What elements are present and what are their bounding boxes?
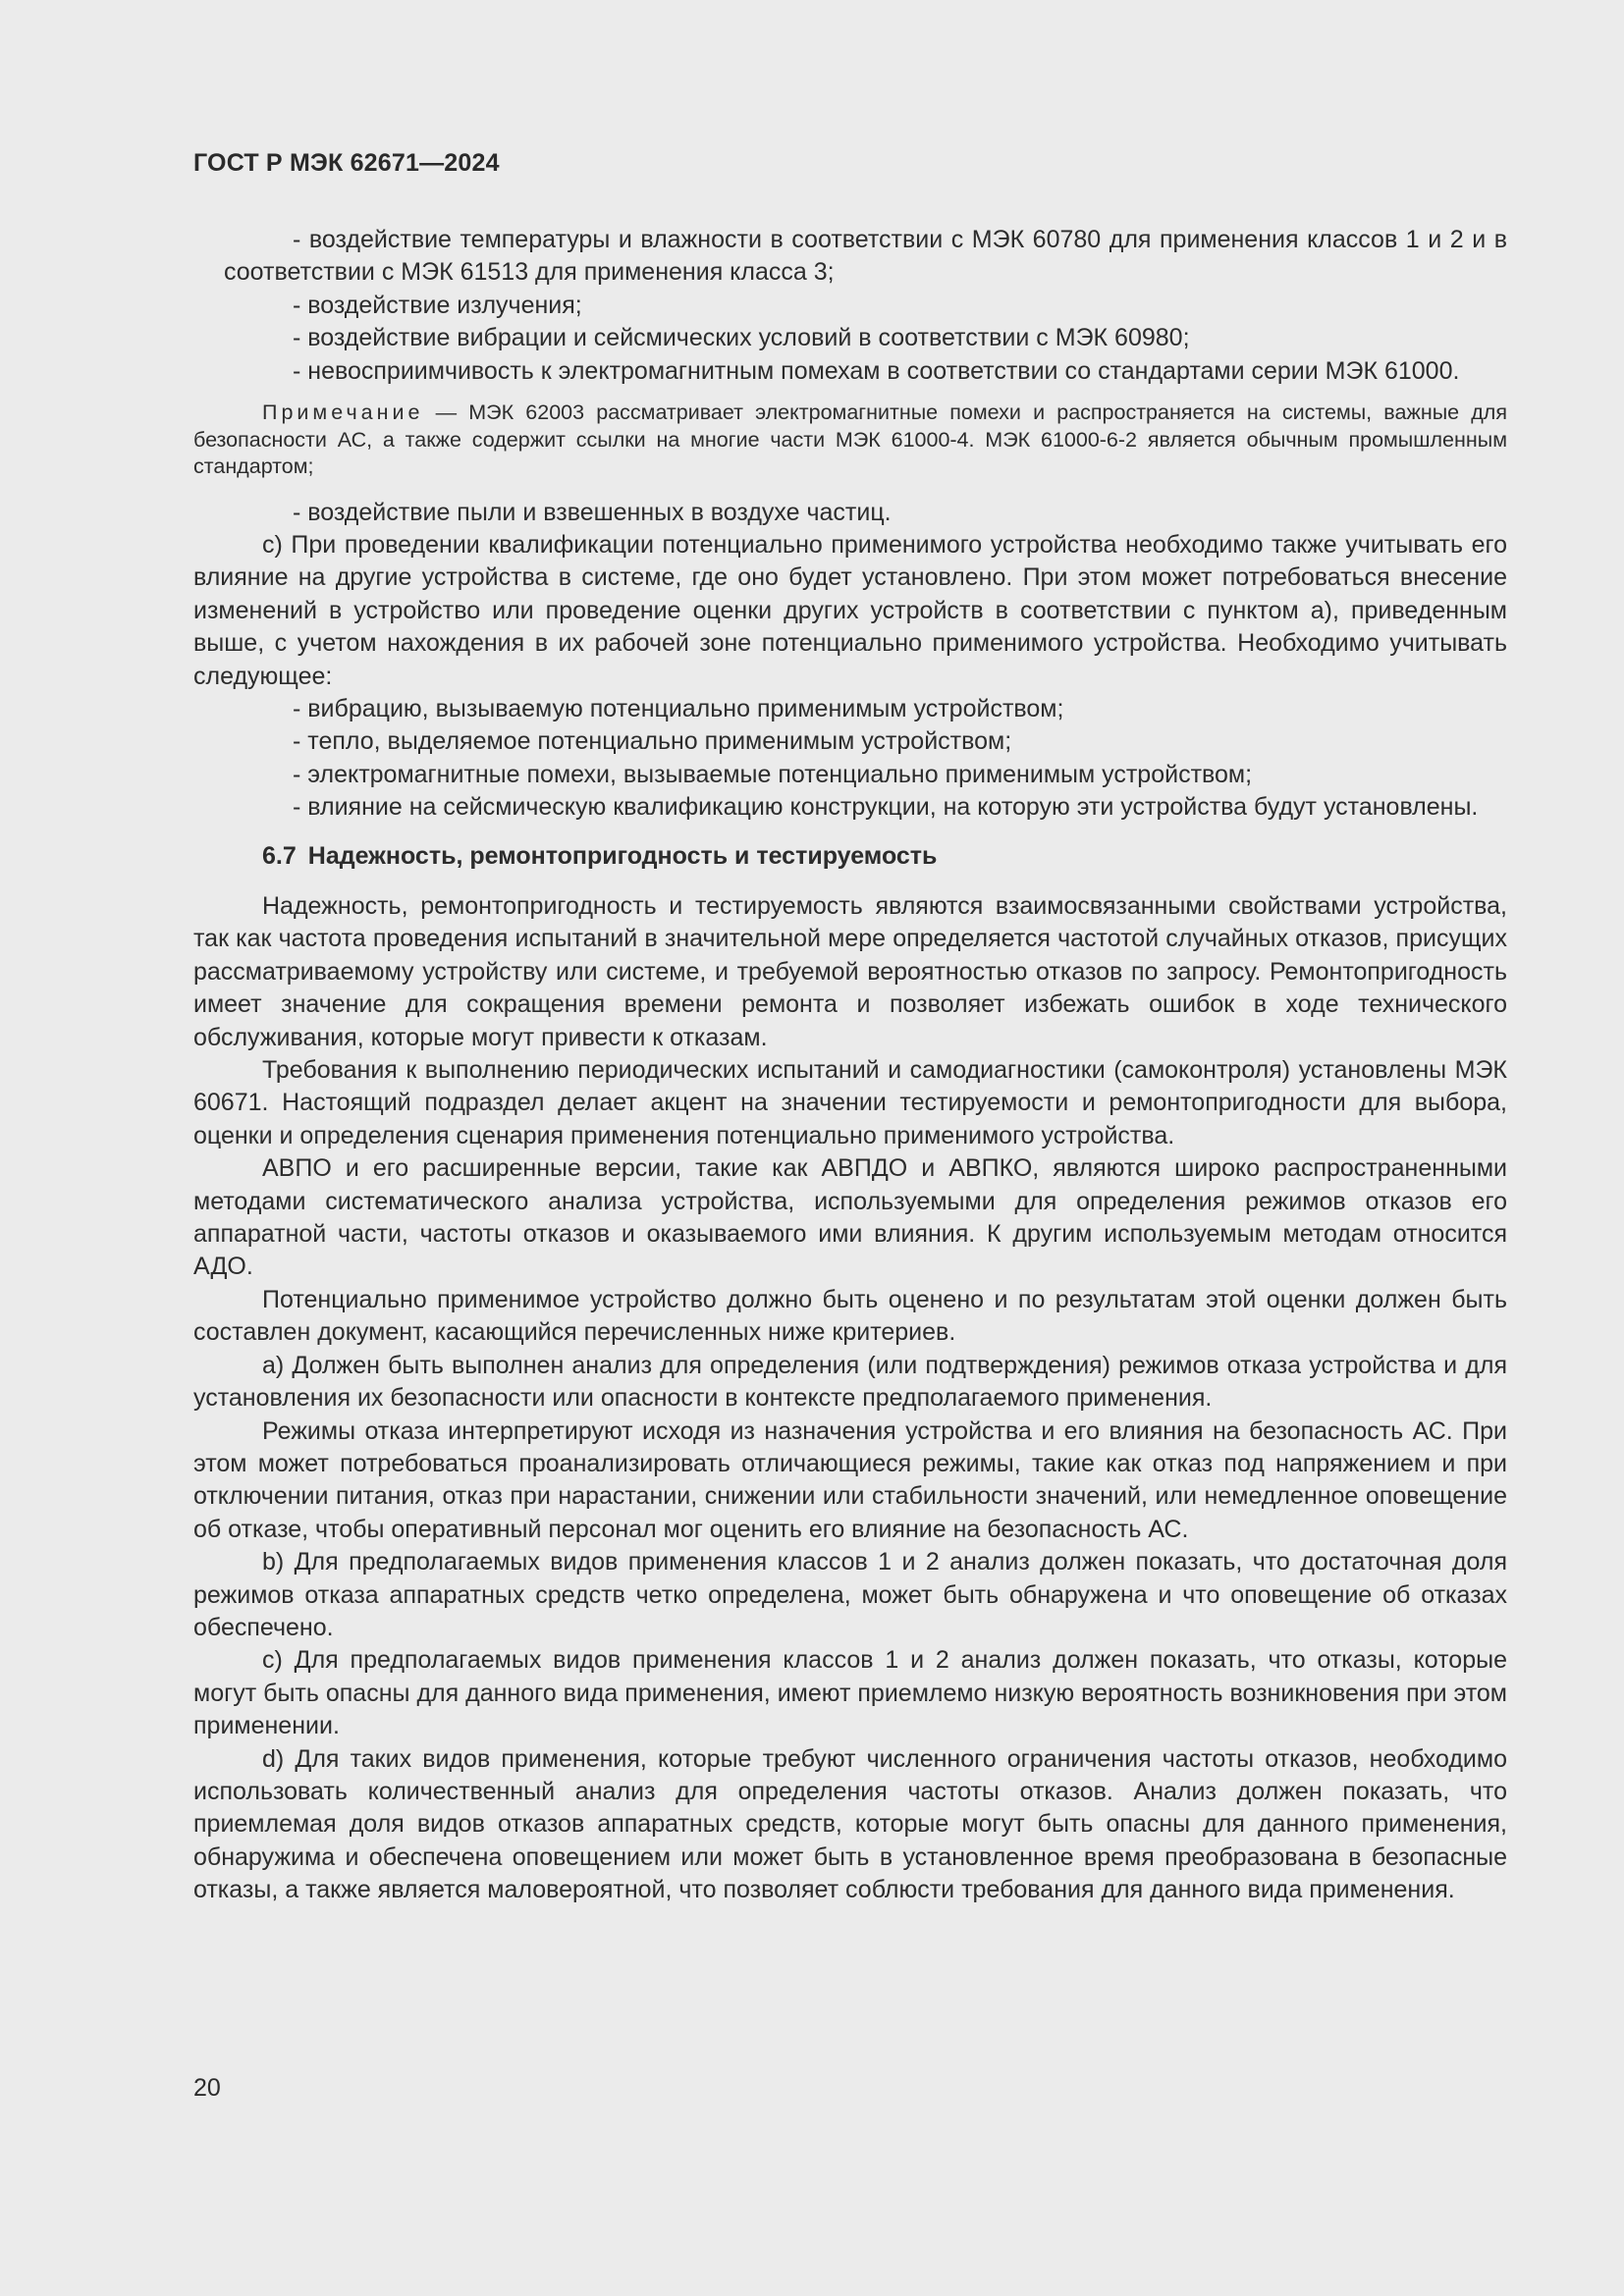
paragraph: Потенциально применимое устройство должно быть оценено и по результатам этой оценки должен быть составлен документ, касающийся перечисленных ниже критериев. [193, 1285, 1507, 1347]
section-heading [193, 840, 1507, 873]
paragraph: b) Для предполагаемых видов применения классов 1 и 2 анализ должен показать, что достаточная доля режимов отказа аппаратных средств четко определена, может быть обнаружена и что оповещение об отказах обеспечено. [193, 1548, 1507, 1641]
document-header: ГОСТ Р МЭК 62671—2024 [193, 149, 500, 177]
list-item: - воздействие излучения; [293, 291, 582, 319]
paragraph: Требования к выполнению периодических испытаний и самодиагностики (самоконтроля) установлены МЭК 60671. Настоящий подраздел делает акцент на значении тестируемости и ремонтопригодности для выбора, оценки и определения сценария применения потенциально применимого устройства. [193, 1056, 1507, 1149]
note-label: Примечание [262, 400, 424, 425]
list-item: - влияние на сейсмическую квалификацию конструкции, на которую эти устройства будут установлены. [293, 793, 1479, 822]
list-item: - тепло, выделяемое потенциально применимым устройством; [293, 727, 1012, 756]
list-item: - вибрацию, вызываемую потенциально применимым устройством; [293, 694, 1064, 722]
list-item: - воздействие пыли и взвешенных в воздухе частиц. [293, 498, 892, 526]
list-item: - воздействие температуры и влажности в соответствии с МЭК 60780 для применения классов 1 и 2 и в соответствии с МЭК 61513 для применения класса 3; [224, 226, 1507, 287]
section-title: Надежность, ремонтопригодность и тестируемость [307, 841, 938, 870]
paragraph: c) Для предполагаемых видов применения классов 1 и 2 анализ должен показать, что отказы, которые могут быть опасны для данного вида применения, имеют приемлемо низкую вероятность возникновения при этом применении. [193, 1646, 1507, 1740]
page-number: 20 [193, 2074, 221, 2102]
paragraph: Надежность, ремонтопригодность и тестируемость являются взаимосвязанными свойствами устройства, так как частота проведения испытаний в значительной мере определяется частотой случайных отказов, присущих рассматриваемому устройству или системе, и требуемой вероятностью отказов по запросу. Ремонтопригодность имеет значение для сокращения времени ремонта и позволяет избежать ошибок в ходе технического обслуживания, которые могут привести к отказам. [193, 892, 1507, 1051]
list-item: - невосприимчивость к электромагнитным помехам в соответствии со стандартами серии МЭК 61000. [293, 356, 1460, 385]
paragraph: d) Для таких видов применения, которые требуют численного ограничения частоты отказов, необходимо использовать количественный анализ для определения частоты отказов. Анализ должен показать, что приемлемая доля видов отказов аппаратных средств, которые могут быть опасны для данного применения, обнаружима и обеспечена оповещением или может быть в установленное время преобразована в безопасные отказы, а также является маловероятной, что позволяет соблюсти требования для данного вида применения. [193, 1744, 1507, 1904]
section-number: 6.7 [262, 841, 297, 870]
list-item: - электромагнитные помехи, вызываемые потенциально применимым устройством; [293, 760, 1253, 788]
note-block [193, 400, 1507, 481]
paragraph: a) Должен быть выполнен анализ для определения (или подтверждения) режимов отказа устройства и для установления их безопасности или опасности в контексте предполагаемого применения. [193, 1351, 1507, 1413]
paragraph: Режимы отказа интерпретируют исходя из назначения устройства и его влияния на безопасность АС. При этом может потребоваться проанализировать отличающиеся режимы, такие как отказ под напряжением и при отключении питания, отказ при нарастании, снижении или стабильности значений, или немедленное оповещение об отказе, чтобы оперативный персонал мог оценить его влияние на безопасность АС. [193, 1416, 1507, 1543]
list-item: - воздействие вибрации и сейсмических условий в соответствии с МЭК 60980; [293, 324, 1190, 352]
paragraph-c: c) При проведении квалификации потенциально применимого устройства необходимо также учитывать его влияние на другие устройства в системе, где оно будет установлено. При этом может потребоваться внесение изменений в устройство или проведение оценки других устройств в соответствии с пунктом а), приведенным выше, с учетом нахождения в их рабочей зоне потенциально применимого устройства. Необходимо учитывать следующее: [193, 530, 1507, 690]
note-text: — МЭК 62003 рассматривает электромагнитные помехи и распространяется на системы, важные для безопасности АС, а также содержит ссылки на многие части МЭК 61000-4. МЭК 61000-6-2 является обычным промышленным стандартом; [193, 400, 1507, 479]
paragraph: АВПО и его расширенные версии, такие как АВПДО и АВПКО, являются широко распространенными методами систематического анализа устройства, используемыми для определения режимов отказов его аппаратной части, частоты отказов и оказываемого ими влияния. К другим используемым методам относится АДО. [193, 1154, 1507, 1281]
document-body [193, 224, 1507, 1907]
